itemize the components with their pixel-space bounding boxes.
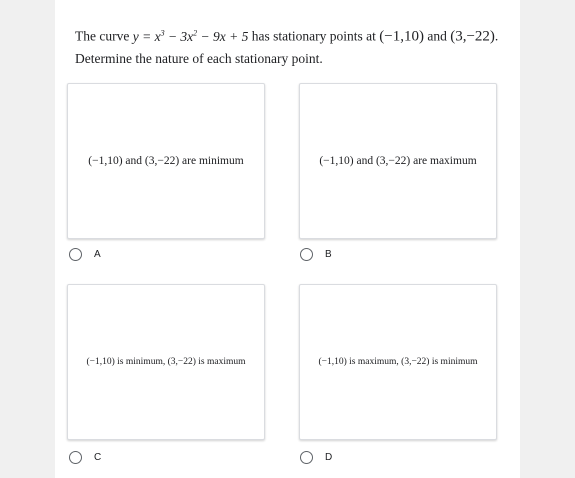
option-b-label: B [325, 249, 332, 260]
option-d-box[interactable] [299, 284, 497, 440]
question-card [55, 0, 520, 478]
option-d-label: D [325, 452, 333, 463]
question-and: and [427, 28, 447, 44]
option-b-text: (−1,10) and (3,−22) are maximum [319, 155, 477, 167]
option-c-label: C [94, 452, 102, 463]
option-b-radio-row[interactable] [300, 248, 332, 261]
option-c-text: (−1,10) is minimum, (3,−22) is maximum [86, 357, 246, 367]
question-text [75, 22, 505, 69]
option-d-text: (−1,10) is maximum, (3,−22) is minimum [318, 357, 478, 367]
question-prefix: The curve [75, 28, 130, 44]
question-middle: has stationary points at [251, 28, 376, 44]
option-d-radio-row[interactable] [300, 451, 332, 464]
stationary-point-2: (3,−22) [450, 28, 495, 45]
option-a-label: A [94, 249, 101, 260]
option-a-radio[interactable] [69, 248, 82, 261]
stationary-point-1: (−1,10) [379, 28, 424, 45]
option-c-radio[interactable] [69, 451, 82, 464]
option-b-box[interactable] [299, 83, 497, 239]
option-a-radio-row[interactable] [69, 248, 101, 261]
curve-equation: $y = x^3 - 3x^2 - 9x + 5$ [132, 28, 249, 44]
option-c-radio-row[interactable] [69, 451, 101, 464]
question-end: . [494, 28, 499, 44]
option-c-box[interactable] [67, 284, 265, 440]
option-b-radio[interactable] [300, 248, 313, 261]
option-d-radio[interactable] [300, 451, 313, 464]
option-a-text: (−1,10) and (3,−22) are minimum [88, 155, 244, 167]
option-a-box[interactable] [67, 83, 265, 239]
question-instruction: Determine the nature of each stationary point. [75, 50, 323, 66]
